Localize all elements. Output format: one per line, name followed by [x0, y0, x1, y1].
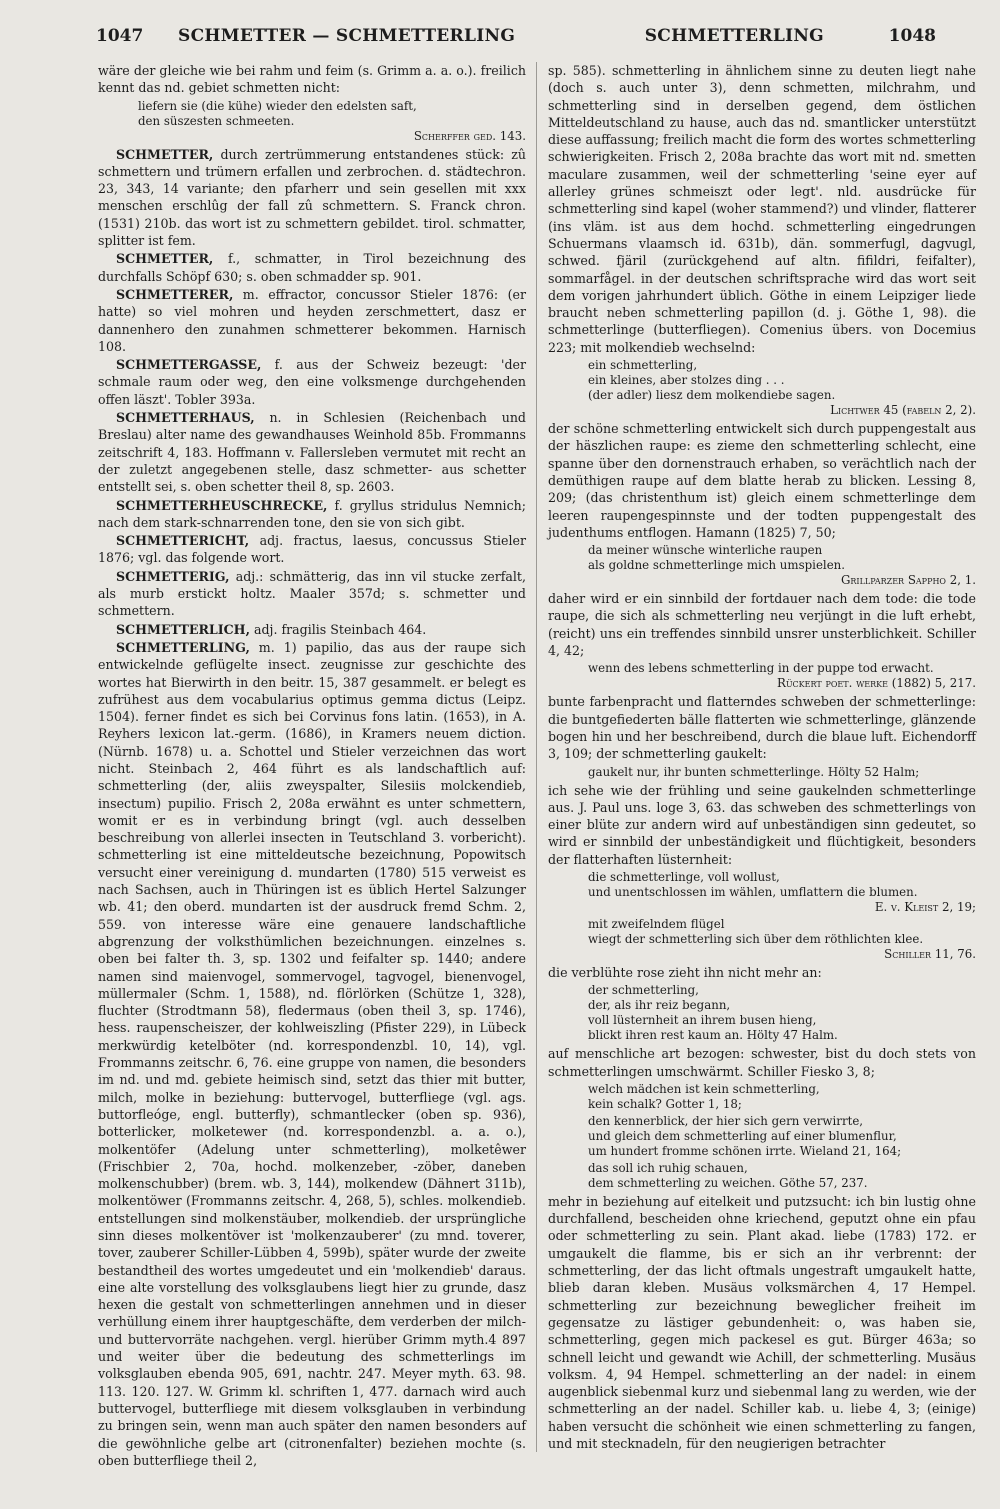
- verse-line: wiegt der schmetterling sich über dem röthlichten klee.: [588, 931, 924, 946]
- entry-paragraph: [548, 62, 976, 356]
- running-head-left: SCHMETTER — SCHMETTERLING: [178, 26, 516, 46]
- dictionary-entry: [98, 409, 526, 495]
- left-column: [98, 62, 526, 1470]
- entry-text: adj. fractus, laesus, concussus Stieler 1876; vgl. das folgende wort.: [98, 533, 526, 566]
- entry-text: f., schmatter, in Tirol bezeichnung des durchfalls Schöpf 630; s. oben schmadder sp. 901.: [98, 251, 526, 284]
- verse-line: blickt ihren rest kaum an. Hölty 47 Halm.: [588, 1028, 838, 1043]
- entry-paragraph: [548, 964, 976, 981]
- dictionary-entry: [98, 497, 526, 532]
- running-head-right: SCHMETTERLING: [644, 26, 824, 46]
- verse-source: E. v. Kleist 2, 19;: [874, 899, 976, 914]
- entry-paragraph: [548, 590, 976, 659]
- verse-line: gaukelt nur, ihr bunten schmetterlinge. Hölty 52 Halm;: [588, 764, 920, 779]
- entry-headword: SCHMETTERHAUS,: [116, 410, 255, 426]
- dictionary-entry: [98, 146, 526, 250]
- verse-line: wenn des lebens schmetterling in der puppe tod erwacht.: [588, 661, 934, 676]
- verse-line: welch mädchen ist kein schmetterling,: [588, 1081, 820, 1096]
- entry-text: n. in Schlesien (Reichenbach und Breslau) alter name des gewandhauses Weinhold 85b. Frommanns zeitschrift 4, 183. Hoffmann v. Fallersleben vermutet mit recht an der zuletzt angegebenen stelle, dasz schmetter- aus schetter entstellt sei, s. oben schetter theil 8, sp. 2603.: [98, 410, 526, 495]
- right-column: [548, 62, 976, 1453]
- verse-line: der schmetterling,: [588, 983, 699, 998]
- entry-headword: SCHMETTERHEUSCHRECKE,: [116, 497, 328, 513]
- verse-line: der, als ihr reiz begann,: [588, 998, 731, 1013]
- entry-text: der schöne schmetterling entwickelt sich durch puppengestalt aus der häszlichen raupe: es zieme den schmetterling schlecht, eine spanne über den dornenstrauch erhaben, so verächtlich nach der demüthigen raupe auf dem blatte herab zu blicken. Lessing 8, 209; (das christenthum ist) gleich einem schmetterlinge dem leeren raupengespinnste und der todten puppengestalt des judenthums entflogen. Hamann (1825) 7, 50;: [548, 421, 976, 540]
- verse-line: (der adler) liesz dem molkendiebe sagen.: [588, 388, 836, 403]
- entry-headword: SCHMETTERLICH,: [116, 621, 250, 637]
- entry-text: f. gryllus stridulus Nemnich; nach dem stark-schnarrenden tone, den sie von sich gibt.: [98, 497, 526, 530]
- verse-line: kein schalk? Gotter 1, 18;: [588, 1096, 742, 1111]
- entry-headword: SCHMETTERGASSE,: [116, 357, 262, 373]
- verse-quote: [588, 543, 976, 588]
- verse-line: um hundert fromme schönen irrte. Wieland 21, 164;: [588, 1143, 902, 1158]
- verse-quote: [588, 1114, 976, 1159]
- verse-quote: [588, 917, 976, 962]
- verse-line: dem schmetterling zu weichen. Göthe 57, 237.: [588, 1175, 868, 1190]
- verse-line: die schmetterlinge, voll wollust,: [588, 869, 780, 884]
- entry-paragraph: [548, 693, 976, 762]
- entry-headword: SCHMETTERLING,: [116, 639, 250, 655]
- dictionary-entry: [98, 286, 526, 355]
- entry-text: mehr in beziehung auf eitelkeit und putzsucht: ich bin lustig ohne durchfallend, bescheiden ohne kriechend, geputzt ohne ein pfau oder schmetterling zu sein. Plant akad. liebe (1783) 172. er umgaukelt die flamme, bis er sich an ihr verbrennt: der schmetterling, der das licht oftmals ungestraft umgaukelt hatte, blieb daran kleben. Musäus volksmärchen 4, 17 Hempel. schmetterling zur bezeichnung beweglicher freiheit im gegensatze zu lästiger gebundenheit: o, was haben sie, schmetterling, gegen mich packesel es gut. Bürger 463a; so schnell leicht und gewandt wie Achill, der schmetterling. Musäus volksm. 4, 94 Hempel. schmetterling an der nadel: in einem augenblick siebenmal kurz und siebenmal lang zu werden, wie der schmetterling an der nadel. Schiller kab. u. liebe 4, 3; (einige) haben versucht die schönheit wie einen schmetterling zu fangen, und mit stecknadeln, für den neugierigen betrachter: [548, 1193, 976, 1452]
- verse-source: Rückert poet. werke (1882) 5, 217.: [776, 676, 976, 691]
- verse-source: Schiller 11, 76.: [884, 946, 976, 961]
- dictionary-entry: [98, 356, 526, 408]
- page-number-left: 1047: [96, 26, 144, 46]
- verse-line: das soll ich ruhig schauen,: [588, 1160, 748, 1175]
- entry-text: ich sehe wie der frühling und seine gaukelnden schmetterlinge aus. J. Paul uns. loge 3, 63. das schweben des schmetterlings von einer blüte zur andern wird auf unbeständigen sinn gedeutet, so wird er sinnbild der unbeständigkeit und flüchtigkeit, besonders der flatterhaften lüsternheit:: [548, 782, 976, 867]
- verse-line: da meiner wünsche winterliche raupen: [588, 543, 823, 558]
- entry-text: m. 1) papilio, das aus der raupe sich entwickelnde geflügelte insect. zeugnisse zur geschichte des wortes hat Bierwirth in den beitr. 15, 387 gesammelt. er belegt es zufrühest aus dem vocabularius optimus gemma dictus (Leipz. 1504). ferner findet es sich bei Corvinus fons latin. (1653), in A. Reyhers lexicon lat.-germ. (1686), in Kramers neuem diction. (Nürnb. 1678) u. a. Schottel und Stieler verzeichnen das wort nicht. Steinbach 2, 464 führt es als landschaftlich auf: schmetterling (der, aliis zweyspalter, Silesiis molckendieb, insectum) pupilio. Frisch 2, 208a erwähnt es unter schmettern, womit er es in verbindung bringt (vgl. auch desselben beschreibung von allerlei insecten in Teutschland 3. vorbericht). schmetterling ist eine mitteldeutsche bezeichnung, Popowitsch versucht einer vereinigung d. mundarten (1780) 515 verweist es nach Sachsen, auch in Thüringen ist es üblich Hertel Salzunger wb. 41; den oberd. mundarten ist der ausdruck fremd Schm. 2, 559. von interesse wäre eine genauere landschaftliche abgrenzung der volksthümlichen bezeichnungen. einzelnes s. oben bei falter th. 3, sp. 1302 und feifalter sp. 1440; andere namen sind maienvogel, sommervogel, tagvogel, bienenvogel, müllermaler (Schm. 1, 1588), nd. flörlörken (Schütze 1, 328), fluchter (Strodtmann 58), fledermaus (oben theil 3, sp. 1746), hess. raupenscheiszer, der kohlweiszling (Pfister 229), in Lübeck merkwürdig ketelböter (nd. korrespondenzbl. 10, 14), vgl. Frommanns zeitschr. 6, 76. eine gruppe von namen, die besonders im nd. und md. gebiete heimisch sind, setzt das thier mit butter, milch, molke in beziehung: buttervogel, butterfliege (vgl. ags. buttorfleóge, engl. butterfly), schmantlecker (oben sp. 936), botterlicker, molketewer (nd. korrespondenzbl. a. a. o.), molkentöfer (Adelung unter schmetterling), molketêwer (Frischbier 2, 70a, hochd. molkenzeber, -zöber, daneben molkenschubber) (brem. wb. 3, 144), molkendew (Dähnert 311b), molkentöwer (Frommanns zeitschr. 4, 268, 5), schles. molkendieb. entstellungen sind molkenstäuber, molkendieb. der ursprüngliche sinn dieses molkentöver ist 'molkenzauberer' (zu mnd. toverer, tover, zauberer Schiller-Lübben 4, 599b), später wurde der zweite bestandtheil des wortes umgedeutet und ein 'molkendieb' daraus. eine alte vorstellung des volksglaubens liegt hier zu grunde, dasz hexen die gestalt von schmetterlingen annehmen und in dieser verhüllung einem ihrer hauptgeschäfte, dem verderben der milch- und buttervorräte nachgehen. vergl. hierüber Grimm myth.4 897 und weiter über die bedeutung des schmetterlings im volksglauben ebenda 905, 691, nachtr. 247. Meyer myth. 63. 98. 113. 120. 127. W. Grimm kl. schriften 1, 477. darnach wird auch buttervogel, butterfliege mit diesem volksglauben in verbindung zu bringen sein, wenn man auch später den namen besonders auf die gewöhnliche gelbe art (citronenfalter) beziehen mochte (s. oben butterfliege theil 2,: [98, 639, 526, 1468]
- verse-quote: [588, 870, 976, 915]
- entry-paragraph: [548, 1045, 976, 1080]
- entry-text: adj.: schmätterig, das inn vil stucke zerfalt, als murb erstickt holtz. Maaler 357d; s. schmetter und schmettern.: [98, 568, 526, 619]
- verse-quote: [588, 661, 976, 691]
- verse-line: und unentschlossen im wählen, umflattern die blumen.: [588, 884, 918, 899]
- verse-line: den süszesten schmeeten.: [138, 113, 295, 128]
- verse-line: mit zweifelndem flügel: [588, 916, 725, 931]
- entry-paragraph: [548, 1193, 976, 1452]
- dictionary-entry: [98, 639, 526, 1469]
- verse-quote: [588, 1082, 976, 1112]
- verse-line: liefern sie (die kühe) wieder den edelsten saft,: [138, 98, 417, 113]
- entry-text: durch zertrümmerung entstandenes stück: zû schmettern und trümern erfallen und zerbrochen. d. städtechron. 23, 343, 14 variante; den pfarherr und sein gesellen mit xxx menschen erschlûg der fall zû schmettern. S. Franck chron. (1531) 210b. das wort ist zu schmettern gebildet. tirol. schmatter, splitter ist fem.: [98, 146, 526, 249]
- entry-text: die verblühte rose zieht ihn nicht mehr an:: [548, 964, 822, 980]
- entry-text: auf menschliche art bezogen: schwester, bist du doch stets von schmetterlingen umschwärmt. Schiller Fiesko 3, 8;: [548, 1046, 976, 1079]
- column-divider: [536, 62, 537, 1452]
- entry-text: m. effractor, concussor Stieler 1876: (er hatte) so viel mohren und heyden zerschmettert, dasz er dannenhero den zunahmen schmetterer bekommen. Harnisch 108.: [98, 286, 526, 354]
- entry-headword: SCHMETTERER,: [116, 286, 234, 302]
- entry-text: wäre der gleiche wie bei rahm und feim (s. Grimm a. a. o.). freilich kennt das nd. gebiet schmetten nicht:: [98, 63, 526, 96]
- entry-paragraph: [98, 62, 526, 97]
- verse-quote: [588, 1161, 976, 1191]
- verse-line: ein schmetterling,: [588, 358, 698, 373]
- entry-headword: SCHMETTERICHT,: [116, 533, 250, 549]
- entry-headword: SCHMETTERIG,: [116, 568, 230, 584]
- verse-source: Grillparzer Sappho 2, 1.: [840, 573, 976, 588]
- entry-text: f. aus der Schweiz bezeugt: 'der schmale raum oder weg, den eine volksmenge durchgehenden offen läszt'. Tobler 393a.: [98, 357, 526, 407]
- dictionary-entry: [98, 250, 526, 285]
- entry-text: bunte farbenpracht und flatterndes schweben der schmetterlinge: die buntgefiederten bälle flatterten wie schmetterlinge, glänzende bogen hin und her beschreibend, durch die blaue luft. Eichendorff 3, 109; der schmetterling gaukelt:: [548, 694, 976, 762]
- dictionary-entry: [98, 532, 526, 567]
- page-header: [96, 26, 936, 56]
- entry-paragraph: [548, 420, 976, 541]
- entry-text: daher wird er ein sinnbild der fortdauer nach dem tode: die tode raupe, die sich als schmetterling neu verjüngt in die luft erhebt, (reicht) uns ein treffendes sinnbild unsrer unsterblichkeit. Schiller 4, 42;: [548, 591, 976, 659]
- verse-line: als goldne schmetterlinge mich umspielen.: [588, 558, 846, 573]
- verse-line: den kennerblick, der hier sich gern verwirrte,: [588, 1113, 864, 1128]
- page-number-right: 1048: [888, 26, 936, 46]
- verse-line: und gleich dem schmetterling auf einer blumenflur,: [588, 1128, 897, 1143]
- entry-paragraph: [548, 782, 976, 868]
- verse-line: voll lüsternheit an ihrem busen hieng,: [588, 1013, 817, 1028]
- verse-quote: [588, 358, 976, 418]
- verse-quote: [588, 983, 976, 1043]
- verse-quote: [588, 765, 976, 780]
- verse-quote: [138, 99, 526, 144]
- entry-headword: SCHMETTER,: [116, 146, 214, 162]
- entry-text: sp. 585). schmetterling in ähnlichem sinne zu deuten liegt nahe (doch s. auch unter 3), denn schmetten, milchrahm, und schmetterling sind in derselben gegend, dem östlichen Mitteldeutschland zu hause, auch das nd. smantlicker unterstützt diese auffassung; freilich macht die form des wortes schmetterling schwierigkeiten. Frisch 2, 208a brachte das wort mit nd. smetten maculare zusammen, weil der schmetterling 'seine eyer auf allerley grünes schmeiszt oder legt'. nld. ausdrücke für schmetterling sind kapel (woher stammend?) und vlinder, flatterer (ins vläm. ist aus dem hochd. schmetterling eingedrungen Schuermans vlaamsch id. 631b), dän. sommerfugl, dagvugl, schwed. fjäril (zurückgehend auf altn. fifildri, feifalter), sommarfågel. in der deutschen schriftsprache wird das wort seit dem vorigen jahrhundert üblich. Göthe in einem Leipziger liede braucht neben schmetterling papillon (d. j. Göthe 1, 98). die schmetterlinge (butterfliegen). Comenius übers. von Docemius 223; mit molkendieb wechselnd:: [548, 63, 976, 355]
- entry-headword: SCHMETTER,: [116, 251, 214, 267]
- verse-line: ein kleines, aber stolzes ding . . .: [588, 373, 785, 388]
- dictionary-entry: [98, 568, 526, 620]
- verse-source: Lichtwer 45 (fabeln 2, 2).: [830, 403, 976, 418]
- entry-text: adj. fragilis Steinbach 464.: [249, 621, 427, 637]
- verse-source: Scherffer ged. 143.: [413, 128, 526, 143]
- dictionary-entry: [98, 621, 526, 638]
